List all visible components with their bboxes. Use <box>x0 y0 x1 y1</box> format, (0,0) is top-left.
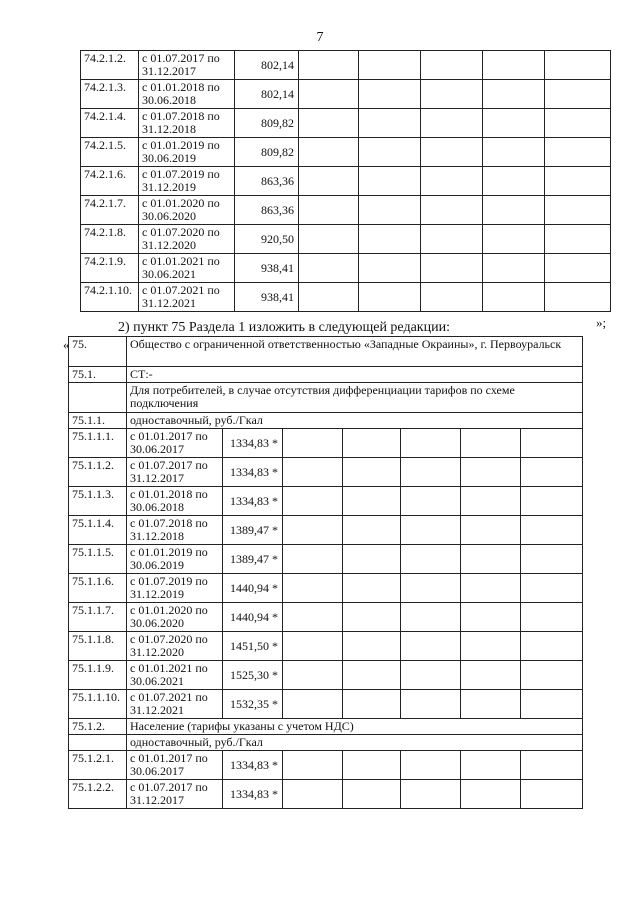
row-number: 74.2.1.6. <box>81 167 139 196</box>
empty-cell <box>521 545 583 574</box>
period-line-2: 31.12.2017 <box>142 64 196 78</box>
amendment-instruction: 2) пункт 75 Раздела 1 изложить в следующей редакции: <box>118 320 450 335</box>
table-row <box>69 516 583 545</box>
period-cell <box>139 167 235 196</box>
empty-cell <box>283 632 343 661</box>
empty-cell <box>299 283 359 312</box>
empty-cell <box>421 283 483 312</box>
period-cell <box>127 690 223 719</box>
period-line-1: с 01.01.2018 по <box>130 487 208 501</box>
empty-cell <box>299 80 359 109</box>
row-number: 74.2.1.5. <box>81 138 139 167</box>
empty-cell <box>421 196 483 225</box>
row-number: 74.2.1.3. <box>81 80 139 109</box>
row-number: 74.2.1.4. <box>81 109 139 138</box>
period-line-1: с 01.07.2021 по <box>130 690 208 704</box>
empty-cell <box>401 487 461 516</box>
period-line-2: 30.06.2019 <box>130 558 184 572</box>
row-text: Население (тарифы указаны с учетом НДС) <box>127 719 583 735</box>
period-cell <box>139 109 235 138</box>
row-text: Общество с ограниченной ответственностью «Западные Окраины», г. Первоуральск <box>127 337 583 367</box>
period-line-1: с 01.01.2020 по <box>142 196 220 210</box>
empty-cell <box>545 109 611 138</box>
empty-cell <box>299 254 359 283</box>
table-row <box>81 80 611 109</box>
empty-cell <box>343 429 401 458</box>
table-row <box>69 661 583 690</box>
empty-cell <box>545 80 611 109</box>
tariff-value: 802,14 <box>235 80 299 109</box>
table-row <box>69 603 583 632</box>
row-number: 75.1.1.6. <box>69 574 127 603</box>
empty-cell <box>545 167 611 196</box>
empty-cell <box>283 751 343 780</box>
period-cell <box>139 254 235 283</box>
tariff-value: 1440,94 * <box>223 603 283 632</box>
period-line-1: с 01.01.2019 по <box>142 138 220 152</box>
table-row <box>69 458 583 487</box>
tariff-value: 1334,83 * <box>223 751 283 780</box>
period-line-1: с 01.01.2018 по <box>142 80 220 94</box>
empty-cell <box>299 51 359 80</box>
period-line-2: 31.12.2018 <box>130 529 184 543</box>
period-line-2: 30.06.2020 <box>142 209 196 223</box>
empty-cell <box>359 283 421 312</box>
tariff-value: 863,36 <box>235 167 299 196</box>
empty-cell <box>421 167 483 196</box>
tariff-value: 809,82 <box>235 109 299 138</box>
empty-cell <box>359 80 421 109</box>
tariff-value: 809,82 <box>235 138 299 167</box>
table-row <box>81 196 611 225</box>
row-number: 75.1.1.1. <box>69 429 127 458</box>
period-line-2: 30.06.2019 <box>142 151 196 165</box>
empty-cell <box>343 487 401 516</box>
period-line-1: с 01.01.2021 по <box>142 254 220 268</box>
period-cell <box>139 196 235 225</box>
tariff-value: 1389,47 * <box>223 545 283 574</box>
tariff-value: 1334,83 * <box>223 487 283 516</box>
empty-cell <box>483 225 545 254</box>
period-cell <box>127 632 223 661</box>
opening-quote: « <box>63 337 70 352</box>
table-row <box>81 51 611 80</box>
tariff-value: 1334,83 * <box>223 458 283 487</box>
tariff-value: 1525,30 * <box>223 661 283 690</box>
period-line-1: с 01.07.2019 по <box>142 167 220 181</box>
section-header-row <box>69 383 583 413</box>
row-number: 75.1.2.1. <box>69 751 127 780</box>
empty-cell <box>545 283 611 312</box>
empty-cell <box>461 574 521 603</box>
period-cell <box>127 429 223 458</box>
period-line-2: 30.06.2017 <box>130 442 184 456</box>
period-line-2: 31.12.2019 <box>130 587 184 601</box>
period-cell <box>139 225 235 254</box>
section-header-row <box>69 337 583 367</box>
empty-cell <box>483 167 545 196</box>
row-text: Для потребителей, в случае отсутствия дифференциации тарифов по схеме подключения <box>127 383 583 413</box>
period-line-1: с 01.01.2019 по <box>130 545 208 559</box>
period-line-2: 30.06.2017 <box>130 764 184 778</box>
empty-cell <box>461 458 521 487</box>
tariff-value: 1334,83 * <box>223 429 283 458</box>
period-cell <box>127 545 223 574</box>
period-line-2: 31.12.2017 <box>130 471 184 485</box>
section-header-row <box>69 367 583 383</box>
empty-cell <box>521 632 583 661</box>
period-line-1: с 01.07.2018 по <box>130 516 208 530</box>
table-row <box>81 225 611 254</box>
period-line-2: 31.12.2020 <box>142 238 196 252</box>
row-number: 75.1.1.4. <box>69 516 127 545</box>
empty-cell <box>461 632 521 661</box>
period-line-1: с 01.01.2020 по <box>130 603 208 617</box>
tariff-table-75 <box>68 336 583 809</box>
row-number: 74.2.1.2. <box>81 51 139 80</box>
tariff-value: 863,36 <box>235 196 299 225</box>
empty-cell <box>343 661 401 690</box>
empty-cell <box>359 254 421 283</box>
empty-cell <box>483 109 545 138</box>
empty-cell <box>401 632 461 661</box>
empty-cell <box>461 429 521 458</box>
empty-cell <box>359 109 421 138</box>
empty-cell <box>359 51 421 80</box>
empty-cell <box>299 225 359 254</box>
period-cell <box>127 487 223 516</box>
table-row <box>69 429 583 458</box>
row-number: 75.1.1. <box>69 413 127 429</box>
empty-cell <box>401 458 461 487</box>
empty-cell <box>343 458 401 487</box>
row-text: одноставочный, руб./Гкал <box>127 735 583 751</box>
empty-cell <box>421 109 483 138</box>
period-line-1: с 01.07.2018 по <box>142 109 220 123</box>
empty-cell <box>299 196 359 225</box>
empty-cell <box>401 545 461 574</box>
empty-cell <box>545 196 611 225</box>
empty-cell <box>401 690 461 719</box>
empty-cell <box>461 603 521 632</box>
empty-cell <box>283 780 343 809</box>
period-cell <box>139 283 235 312</box>
table-row <box>69 487 583 516</box>
page-number: 7 <box>316 30 324 45</box>
empty-cell <box>461 516 521 545</box>
row-number: 74.2.1.7. <box>81 196 139 225</box>
row-number: 75.1.1.9. <box>69 661 127 690</box>
tariff-table-74 <box>80 50 611 312</box>
row-number: 75. <box>69 337 127 367</box>
empty-cell <box>299 167 359 196</box>
empty-cell <box>343 574 401 603</box>
empty-cell <box>421 254 483 283</box>
row-number: 75.1. <box>69 367 127 383</box>
period-line-1: с 01.01.2017 по <box>130 751 208 765</box>
empty-cell <box>483 51 545 80</box>
empty-cell <box>283 516 343 545</box>
empty-cell <box>343 603 401 632</box>
empty-cell <box>359 225 421 254</box>
period-line-2: 30.06.2018 <box>130 500 184 514</box>
row-number: 74.2.1.10. <box>81 283 139 312</box>
empty-cell <box>359 167 421 196</box>
empty-cell <box>283 458 343 487</box>
period-line-2: 31.12.2019 <box>142 180 196 194</box>
empty-cell <box>359 138 421 167</box>
empty-cell <box>461 545 521 574</box>
empty-cell <box>299 109 359 138</box>
tariff-value: 938,41 <box>235 254 299 283</box>
empty-cell <box>421 225 483 254</box>
empty-cell <box>521 780 583 809</box>
empty-cell <box>521 574 583 603</box>
empty-cell <box>401 603 461 632</box>
period-line-1: с 01.07.2017 по <box>130 780 208 794</box>
empty-cell <box>401 516 461 545</box>
period-line-1: с 01.07.2017 по <box>130 458 208 472</box>
row-number: 75.1.1.5. <box>69 545 127 574</box>
empty-cell <box>421 80 483 109</box>
empty-cell <box>401 661 461 690</box>
tariff-value: 802,14 <box>235 51 299 80</box>
row-number <box>69 735 127 751</box>
empty-cell <box>545 138 611 167</box>
table-row <box>69 574 583 603</box>
empty-cell <box>521 603 583 632</box>
table-row <box>81 283 611 312</box>
tariff-value: 938,41 <box>235 283 299 312</box>
empty-cell <box>401 780 461 809</box>
empty-cell <box>483 283 545 312</box>
table-row <box>69 545 583 574</box>
section-header-row <box>69 413 583 429</box>
empty-cell <box>545 225 611 254</box>
empty-cell <box>343 751 401 780</box>
empty-cell <box>421 51 483 80</box>
empty-cell <box>483 138 545 167</box>
tariff-value: 1451,50 * <box>223 632 283 661</box>
row-number: 75.1.1.10. <box>69 690 127 719</box>
empty-cell <box>283 574 343 603</box>
empty-cell <box>461 661 521 690</box>
period-line-2: 31.12.2018 <box>142 122 196 136</box>
empty-cell <box>401 574 461 603</box>
row-number: 74.2.1.9. <box>81 254 139 283</box>
section-header-row <box>69 735 583 751</box>
empty-cell <box>283 661 343 690</box>
period-line-2: 31.12.2021 <box>142 296 196 310</box>
period-line-2: 31.12.2020 <box>130 645 184 659</box>
table-row <box>69 690 583 719</box>
period-line-1: с 01.07.2020 по <box>130 632 208 646</box>
row-number: 75.1.2.2. <box>69 780 127 809</box>
row-number: 74.2.1.8. <box>81 225 139 254</box>
row-number: 75.1.1.2. <box>69 458 127 487</box>
table-row <box>69 751 583 780</box>
period-line-2: 31.12.2017 <box>130 793 184 807</box>
empty-cell <box>521 751 583 780</box>
table-row <box>81 138 611 167</box>
tariff-value: 1389,47 * <box>223 516 283 545</box>
period-line-2: 30.06.2020 <box>130 616 184 630</box>
period-cell <box>127 751 223 780</box>
empty-cell <box>483 80 545 109</box>
row-number: 75.1.2. <box>69 719 127 735</box>
empty-cell <box>343 545 401 574</box>
period-cell <box>127 780 223 809</box>
period-line-1: с 01.07.2021 по <box>142 283 220 297</box>
empty-cell <box>545 51 611 80</box>
period-line-1: с 01.07.2020 по <box>142 225 220 239</box>
empty-cell <box>283 690 343 719</box>
empty-cell <box>283 487 343 516</box>
period-line-2: 30.06.2021 <box>142 267 196 281</box>
empty-cell <box>521 429 583 458</box>
empty-cell <box>343 516 401 545</box>
period-line-2: 30.06.2021 <box>130 674 184 688</box>
row-text: одноставочный, руб./Гкал <box>127 413 583 429</box>
empty-cell <box>299 138 359 167</box>
tariff-value: 1440,94 * <box>223 574 283 603</box>
row-number <box>69 383 127 413</box>
row-number: 75.1.1.8. <box>69 632 127 661</box>
period-line-1: с 01.01.2021 по <box>130 661 208 675</box>
closing-quote: »; <box>596 315 607 330</box>
tariff-value: 920,50 <box>235 225 299 254</box>
empty-cell <box>343 780 401 809</box>
period-cell <box>127 574 223 603</box>
period-line-1: с 01.01.2017 по <box>130 429 208 443</box>
empty-cell <box>401 751 461 780</box>
empty-cell <box>545 254 611 283</box>
period-cell <box>127 603 223 632</box>
empty-cell <box>521 690 583 719</box>
empty-cell <box>461 780 521 809</box>
empty-cell <box>461 487 521 516</box>
empty-cell <box>359 196 421 225</box>
period-cell <box>139 138 235 167</box>
empty-cell <box>483 254 545 283</box>
row-text: СТ:- <box>127 367 583 383</box>
tariff-value: 1334,83 * <box>223 780 283 809</box>
empty-cell <box>283 545 343 574</box>
section-header-row <box>69 719 583 735</box>
period-cell <box>127 516 223 545</box>
empty-cell <box>283 603 343 632</box>
period-line-2: 30.06.2018 <box>142 93 196 107</box>
table-row <box>69 780 583 809</box>
empty-cell <box>521 487 583 516</box>
empty-cell <box>421 138 483 167</box>
row-number: 75.1.1.3. <box>69 487 127 516</box>
tariff-value: 1532,35 * <box>223 690 283 719</box>
table-row <box>81 167 611 196</box>
period-cell <box>127 661 223 690</box>
period-cell <box>139 80 235 109</box>
empty-cell <box>343 690 401 719</box>
empty-cell <box>401 429 461 458</box>
table-row <box>81 109 611 138</box>
empty-cell <box>521 458 583 487</box>
row-number: 75.1.1.7. <box>69 603 127 632</box>
period-cell <box>127 458 223 487</box>
empty-cell <box>283 429 343 458</box>
empty-cell <box>461 690 521 719</box>
empty-cell <box>483 196 545 225</box>
table-row <box>81 254 611 283</box>
period-line-1: с 01.07.2019 по <box>130 574 208 588</box>
empty-cell <box>521 661 583 690</box>
table-row <box>69 632 583 661</box>
empty-cell <box>461 751 521 780</box>
period-line-2: 31.12.2021 <box>130 703 184 717</box>
period-line-1: с 01.07.2017 по <box>142 51 220 65</box>
empty-cell <box>521 516 583 545</box>
period-cell <box>139 51 235 80</box>
empty-cell <box>343 632 401 661</box>
